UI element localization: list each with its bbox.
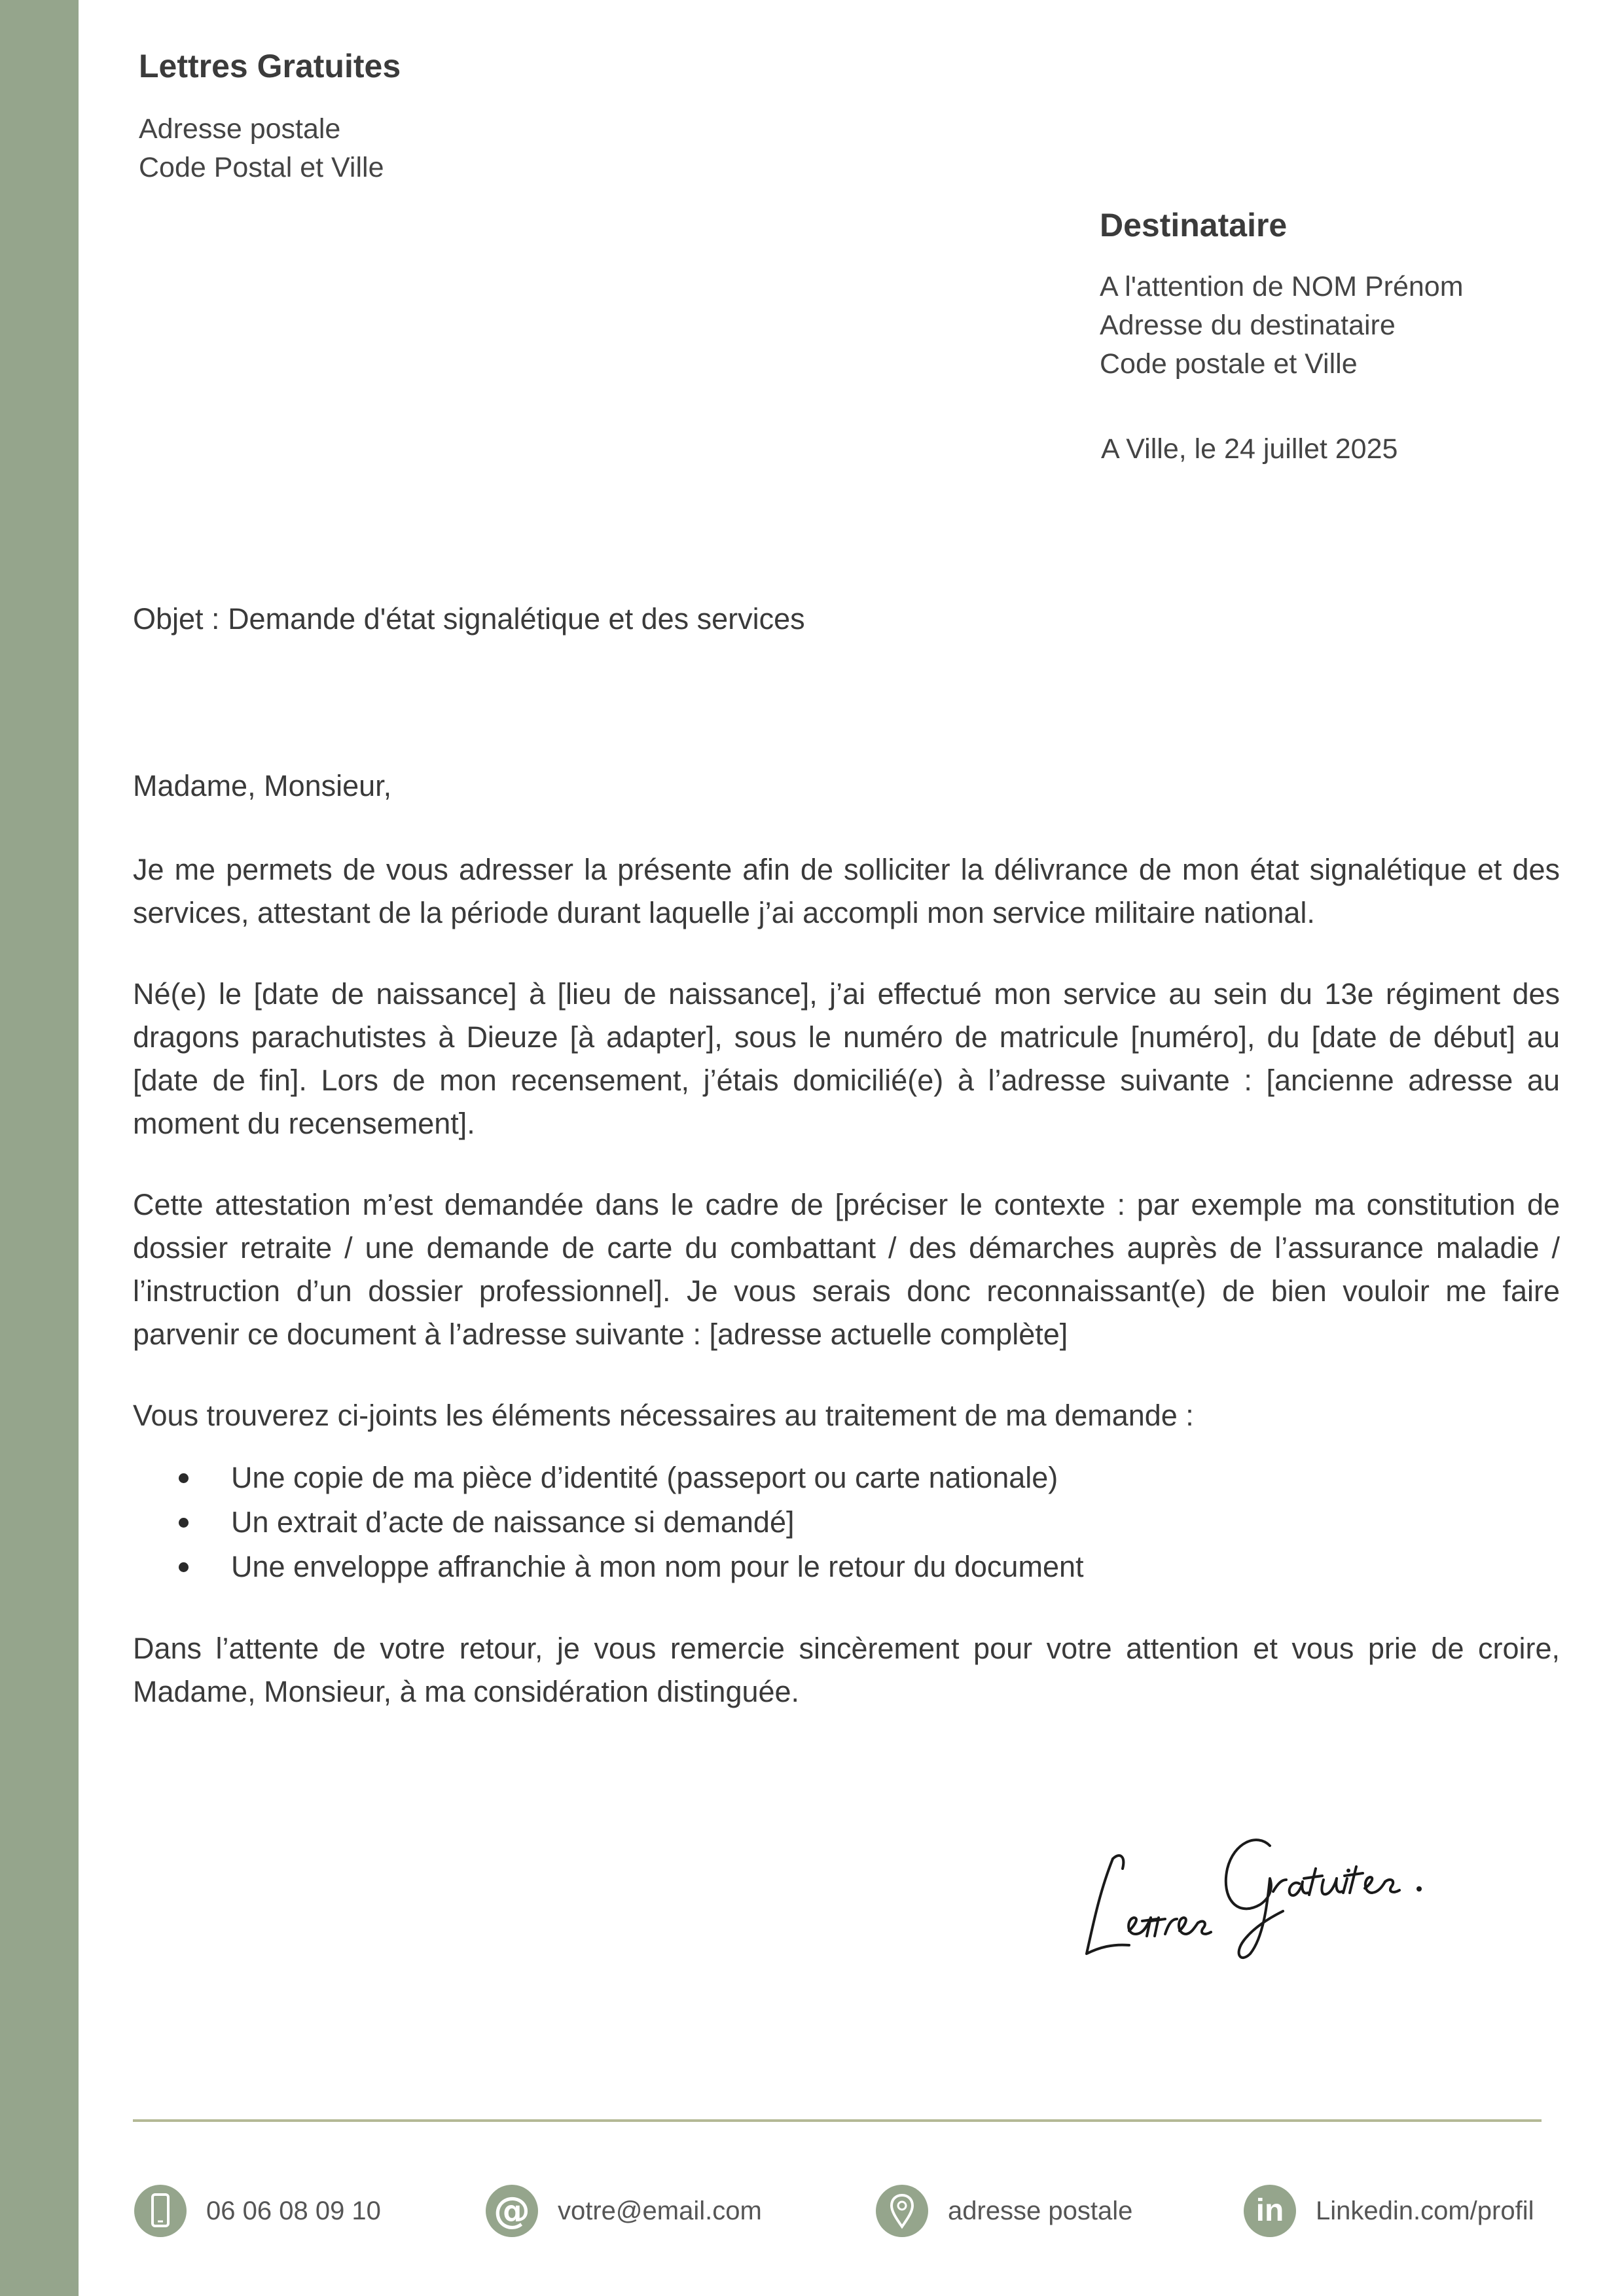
email-icon: @ <box>486 2185 538 2237</box>
body-paragraph: Né(e) le [date de naissance] à [lieu de naissance], j’ai effectué mon service au sein du 13e régiment des dragons parachutistes à Dieuze [à adapter], sous le numéro de matricule [numéro], du [date de début] au [date de fin]. Lors de mon recensement, j’étais domicilié(e) à l’adresse suivante : [ancienne adresse au moment du recensement]. <box>133 977 1560 1140</box>
phone-icon <box>134 2185 187 2237</box>
list-item <box>231 1456 1560 1500</box>
bullet-icon <box>179 1473 189 1483</box>
location-icon <box>876 2185 928 2237</box>
closing-paragraph: Dans l’attente de votre retour, je vous remercie sincèrement pour votre attention et vous prie de croire, Madame, Monsieur, à ma considération distinguée. <box>133 1632 1560 1708</box>
signature <box>1074 1806 1466 1970</box>
footer-divider <box>133 2119 1542 2122</box>
bullet-icon <box>179 1562 189 1572</box>
attachments-list <box>133 1456 1560 1589</box>
letter-body <box>133 764 1560 1751</box>
footer-phone <box>134 2185 381 2237</box>
letter-date: A Ville, le 24 juillet 2025 <box>1101 433 1398 465</box>
footer-linkedin <box>1244 2185 1534 2237</box>
letter-subject: Objet : Demande d'état signalétique et des services <box>133 602 805 636</box>
greeting: Madame, Monsieur, <box>133 769 392 802</box>
body-paragraph: Vous trouverez ci-joints les éléments nécessaires au traitement de ma demande : <box>133 1399 1194 1432</box>
footer-email <box>486 2185 762 2237</box>
sender-block <box>139 47 401 187</box>
sidebar-accent <box>0 0 79 2296</box>
footer-address-text: adresse postale <box>948 2196 1133 2225</box>
recipient-address: Adresse du destinataire <box>1100 310 1396 341</box>
recipient-title: Destinataire <box>1100 207 1288 243</box>
sender-city: Code Postal et Ville <box>139 152 384 183</box>
body-paragraph: Je me permets de vous adresser la présente afin de solliciter la délivrance de mon état signalétique et des services, attestant de la période durant laquelle j’ai accompli mon service militaire national. <box>133 853 1560 929</box>
bullet-icon <box>179 1518 189 1528</box>
list-item-text: Une enveloppe affranchie à mon nom pour le retour du document <box>231 1550 1084 1583</box>
list-item-text: Une copie de ma pièce d’identité (passeport ou carte nationale) <box>231 1461 1058 1494</box>
linkedin-icon: in <box>1244 2185 1296 2237</box>
footer-address <box>876 2185 1132 2237</box>
recipient-block <box>1100 206 1464 384</box>
sender-name: Lettres Gratuites <box>139 48 401 84</box>
body-paragraph: Cette attestation m’est demandée dans le cadre de [préciser le contexte : par exemple ma constitution de dossier retraite / une demande de carte du combattant / des démarches auprès de l’assurance maladie / l’instruction d’un dossier professionnel]. Je vous serais donc reconnaissant(e) de bien vouloir me faire parvenir ce document à l’adresse suivante : [adresse actuelle complète] <box>133 1188 1560 1351</box>
recipient-city: Code postale et Ville <box>1100 348 1358 380</box>
recipient-attention: A l'attention de NOM Prénom <box>1100 271 1464 302</box>
footer-linkedin-text: Linkedin.com/profil <box>1316 2196 1534 2225</box>
list-item <box>231 1500 1560 1545</box>
footer-email-text: votre@email.com <box>558 2196 762 2225</box>
sender-address: Adresse postale <box>139 113 341 145</box>
footer-phone-text: 06 06 08 09 10 <box>206 2196 381 2225</box>
list-item-text: Un extrait d’acte de naissance si demandé] <box>231 1505 795 1539</box>
list-item <box>231 1545 1560 1589</box>
